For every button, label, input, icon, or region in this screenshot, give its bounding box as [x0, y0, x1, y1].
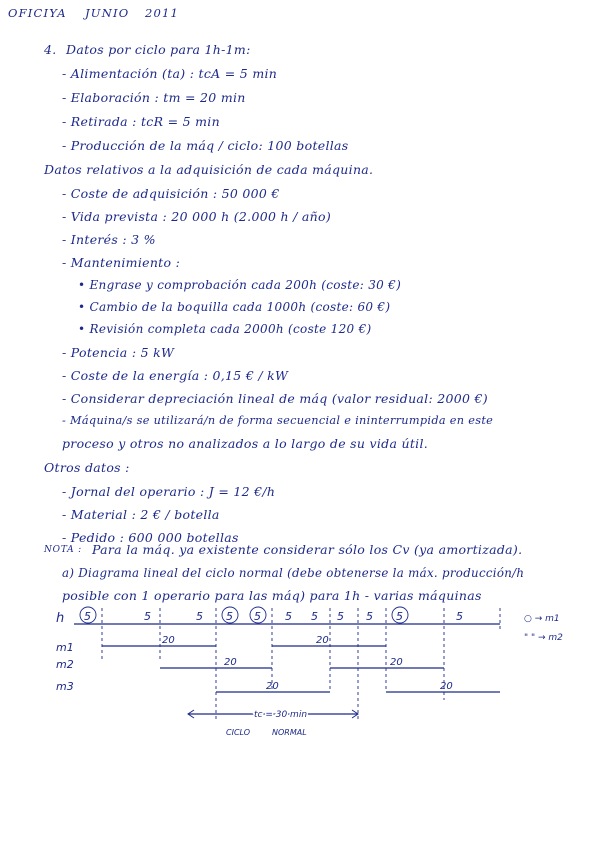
m3-bar-value: 20	[266, 681, 279, 692]
row-label-m2: m2	[56, 658, 74, 671]
other-heading: Otros datos :	[44, 460, 130, 475]
operator-time: 5	[285, 610, 292, 623]
legend-m1: ○ → m1	[524, 614, 560, 624]
legend-m2: " " → m2	[524, 633, 563, 643]
maintenance-item: • Engrase y comprobación cada 200h (coste: 30 €)	[78, 278, 402, 292]
m2-bar-value: 20	[390, 657, 403, 668]
acquisition-item: - Coste de la energía : 0,15 € / kW	[62, 368, 289, 383]
other-item: - Material : 2 € / botella	[62, 507, 220, 522]
other-item: - Jornal del operario : J = 12 €/h	[62, 484, 276, 499]
operator-time-extra: 5	[456, 610, 463, 623]
row-label-m3: m3	[56, 680, 74, 693]
part-a-line-2: posible con 1 operario para las máq) para 1h - varias máquinas	[62, 588, 482, 603]
m3-bar-value: 20	[440, 681, 453, 692]
header-month: JUNIO	[85, 6, 130, 20]
operator-time: 5	[196, 610, 203, 623]
operator-time: 5	[254, 610, 261, 623]
header-year: 2011	[145, 6, 180, 20]
part-a-line-1: a) Diagrama lineal del ciclo normal (debe obtenerse la máx. producción/h	[62, 566, 525, 580]
caption-right: NORMAL	[272, 728, 307, 737]
exercise-heading: Datos por ciclo para 1h-1m:	[66, 42, 251, 57]
m2-bar-value: 20	[224, 657, 237, 668]
header-title: OFICIYA	[8, 6, 67, 20]
note-label: NOTA :	[44, 545, 82, 555]
operator-time: 5	[84, 610, 91, 623]
cycle-item: - Alimentación (ta) : tcA = 5 min	[62, 66, 278, 81]
acquisition-item: proceso y otros no analizados a lo largo de su vida útil.	[62, 436, 429, 451]
note-text: Para la máq. ya existente considerar sólo los Cv (ya amortizada).	[92, 542, 523, 557]
acquisition-item: - Potencia : 5 kW	[62, 345, 175, 360]
acquisition-item: - Coste de adquisición : 50 000 €	[62, 186, 280, 201]
cycle-item: - Elaboración : tm = 20 min	[62, 90, 246, 105]
acquisition-item: - Mantenimiento :	[62, 255, 181, 270]
cycle-item: - Retirada : tcR = 5 min	[62, 114, 220, 129]
acquisition-heading: Datos relativos a la adquisición de cada máquina.	[44, 162, 374, 177]
row-label-h: h	[56, 611, 65, 626]
operator-time: 5	[366, 610, 373, 623]
m1-bar-value: 20	[316, 635, 329, 646]
operator-time: 5	[337, 610, 344, 623]
m1-bar-value: 20	[162, 635, 175, 646]
cycle-time-label: tc = 30 min	[254, 710, 308, 720]
acquisition-item: - Interés : 3 %	[62, 232, 156, 247]
row-label-m1: m1	[56, 641, 74, 654]
caption-left: CICLO	[226, 728, 251, 737]
other-item: - Pedido : 600 000 botellas	[62, 530, 239, 545]
acquisition-item: - Vida prevista : 20 000 h (2.000 h / año)	[62, 209, 331, 224]
operator-time: 5	[144, 610, 151, 623]
operator-time: 5	[396, 610, 403, 623]
operator-time: 5	[226, 610, 233, 623]
acquisition-item: - Considerar depreciación lineal de máq (valor residual: 2000 €)	[62, 391, 488, 406]
exercise-number: 4.	[44, 42, 57, 57]
maintenance-item: • Revisión completa cada 2000h (coste 120 €)	[78, 322, 372, 336]
acquisition-item: - Máquina/s se utilizará/n de forma secuencial e ininterrumpida en este	[62, 414, 494, 427]
operator-time: 5	[311, 610, 318, 623]
maintenance-item: • Cambio de la boquilla cada 1000h (coste: 60 €)	[78, 300, 391, 314]
cycle-item: - Producción de la máq / ciclo: 100 botellas	[62, 138, 349, 153]
